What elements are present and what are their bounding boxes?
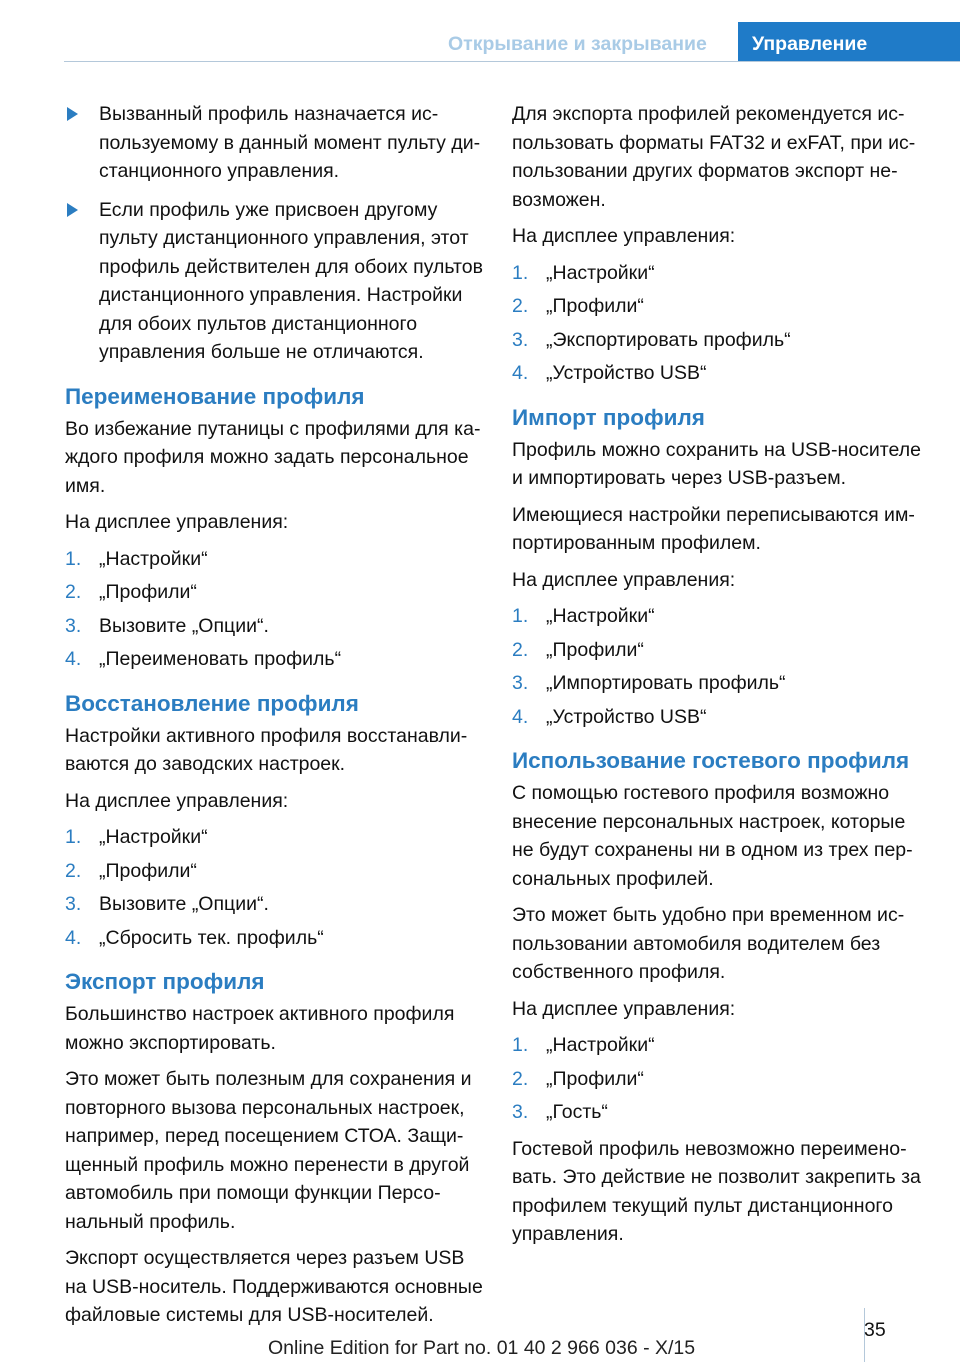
step-text: „Переименовать профиль“ (99, 648, 342, 670)
step-item (512, 1065, 930, 1094)
step-item (65, 545, 483, 574)
right-column (512, 100, 930, 1257)
section-title: Открывание и закрывание (448, 33, 707, 55)
step-item (512, 359, 930, 388)
export-steps (512, 259, 930, 388)
bullet-item (65, 100, 483, 186)
step-number: 1. (65, 547, 82, 570)
step-number: 1. (512, 1034, 529, 1056)
bullet-text: Вызванный профиль назначается используемому в данный момент пульту дистанционного управления. (99, 103, 481, 182)
step-number: 4. (512, 362, 529, 384)
step-number: 1. (512, 261, 529, 284)
restore-heading: Восстановление профиля (65, 690, 359, 716)
step-number: 3. (65, 614, 82, 637)
step-item (65, 612, 483, 641)
step-text: „Настройки“ (546, 605, 655, 627)
step-number: 4. (512, 705, 529, 728)
chapter-title: Управление (752, 33, 868, 55)
guest-paragraph: Это может быть удобно при временном использовании автомобиля водителем без собственного профиля. (512, 904, 905, 983)
step-item (512, 636, 930, 665)
step-text: „Настройки“ (546, 261, 655, 284)
step-number: 4. (65, 926, 82, 949)
header-divider (64, 61, 960, 62)
export-heading: Экспорт профиля (65, 969, 265, 994)
export-intro: На дисплее управления: (512, 225, 736, 247)
step-text: „Настройки“ (546, 1034, 655, 1056)
edition-footer: Online Edition for Part no. 01 40 2 966 036 - X/15 (268, 1337, 696, 1359)
step-text: „Настройки“ (99, 547, 208, 570)
step-item (512, 703, 930, 732)
step-number: 3. (512, 672, 529, 694)
step-text: „Профили“ (99, 859, 197, 882)
step-text: „Гость“ (546, 1101, 608, 1123)
export-format-text: Для экспорта профилей рекомендуется использовать форматы FAT32 и exFAT, при использовании других форматов экспорт невозможен. (512, 103, 916, 211)
step-text: Вызовите „Опции“. (99, 614, 269, 637)
rename-text: Во избежание путаницы с профилями для каждого профиля можно задать персональное имя. (65, 417, 481, 497)
rename-steps (65, 545, 483, 674)
import-paragraph: Профиль можно сохранить на USB-носителе и импортировать через USB-разъем. (512, 438, 921, 489)
guest-intro: На дисплее управления: (512, 997, 736, 1020)
step-number: 3. (512, 328, 529, 351)
step-item (65, 924, 483, 953)
step-text: „Сбросить тек. профиль“ (99, 926, 324, 949)
guest-heading: Использование гостевого профиля (512, 748, 910, 773)
step-number: 2. (512, 638, 529, 661)
step-item (512, 292, 930, 321)
step-text: Вызовите „Опции“. (99, 893, 269, 915)
step-text: „Профили“ (546, 638, 644, 661)
restore-text: Настройки активного профиля восстанавливаются до заводских настроек. (65, 724, 468, 775)
step-text: „Настройки“ (99, 826, 208, 848)
step-item (65, 857, 483, 886)
bullet-text: Если профиль уже присвоен другому пульту дистанционного управления, этот профиль действителен для обоих пультов дистанционного управления. Настройки для обоих пультов дистанционного управления больше не отличаются. (99, 198, 483, 363)
triangle-bullet-icon (67, 203, 78, 217)
restore-intro: На дисплее управления: (65, 789, 289, 812)
step-number: 2. (65, 859, 82, 882)
step-item (512, 326, 930, 355)
guest-paragraph: Гостевой профиль невозможно переименовать. Это действие не позволит закрепить за профилем текущий пульт дистанционного управления. (512, 1137, 921, 1245)
export-paragraph: Экспорт осуществляется через разъем USB на USB-носитель. Поддерживаются основные файловые системы для USB-носителей. (65, 1247, 483, 1326)
step-item (65, 578, 483, 607)
page-header (0, 0, 960, 62)
step-number: 4. (65, 648, 82, 670)
step-number: 1. (65, 826, 82, 848)
chapter-tab (738, 22, 960, 62)
rename-heading: Переименование профиля (65, 383, 365, 409)
step-item (512, 602, 930, 631)
step-number: 2. (512, 1067, 529, 1090)
restore-steps (65, 823, 483, 952)
import-heading: Импорт профиля (512, 404, 705, 430)
step-text: „Импортировать профиль“ (546, 672, 786, 694)
step-text: „Устройство USB“ (546, 705, 707, 728)
step-text: „Профили“ (546, 295, 644, 317)
import-paragraph: Имеющиеся настройки переписываются импортированным профилем. (512, 503, 915, 554)
step-text: „Профили“ (546, 1067, 644, 1090)
step-text: „Экспортировать профиль“ (546, 328, 791, 351)
import-intro: На дисплее управления: (512, 568, 736, 591)
guest-paragraph: С помощью гостевого профиля возможно внесение персональных настроек, которые не будут сохранены ни в одном из трех персональных профилей. (512, 782, 913, 890)
bullet-item (65, 196, 483, 367)
step-number: 3. (65, 893, 82, 915)
step-number: 2. (512, 295, 529, 317)
left-column (65, 100, 483, 1338)
step-number: 3. (512, 1101, 529, 1123)
import-steps (512, 602, 930, 731)
step-number: 1. (512, 605, 529, 627)
step-item (65, 890, 483, 919)
bullet-list (65, 100, 483, 367)
step-item (65, 823, 483, 852)
triangle-bullet-icon (67, 107, 78, 121)
step-item (512, 259, 930, 288)
step-item (512, 1098, 930, 1127)
export-paragraph: Это может быть полезным для сохранения и повторного вызова персональных настроек, например, перед посещением СТОА. Защищенный профиль можно перенести в другой автомобиль при помощи функции Персональный профиль. (65, 1068, 472, 1233)
step-text: „Профили“ (99, 581, 197, 603)
step-item (512, 1031, 930, 1060)
step-item (65, 645, 483, 674)
step-number: 2. (65, 581, 82, 603)
page-number: 35 (864, 1319, 886, 1341)
step-item (512, 669, 930, 698)
guest-steps (512, 1031, 930, 1127)
rename-intro: На дисплее управления: (65, 511, 289, 533)
export-paragraph: Большинство настроек активного профиля можно экспортировать. (65, 1003, 455, 1054)
step-text: „Устройство USB“ (546, 362, 707, 384)
